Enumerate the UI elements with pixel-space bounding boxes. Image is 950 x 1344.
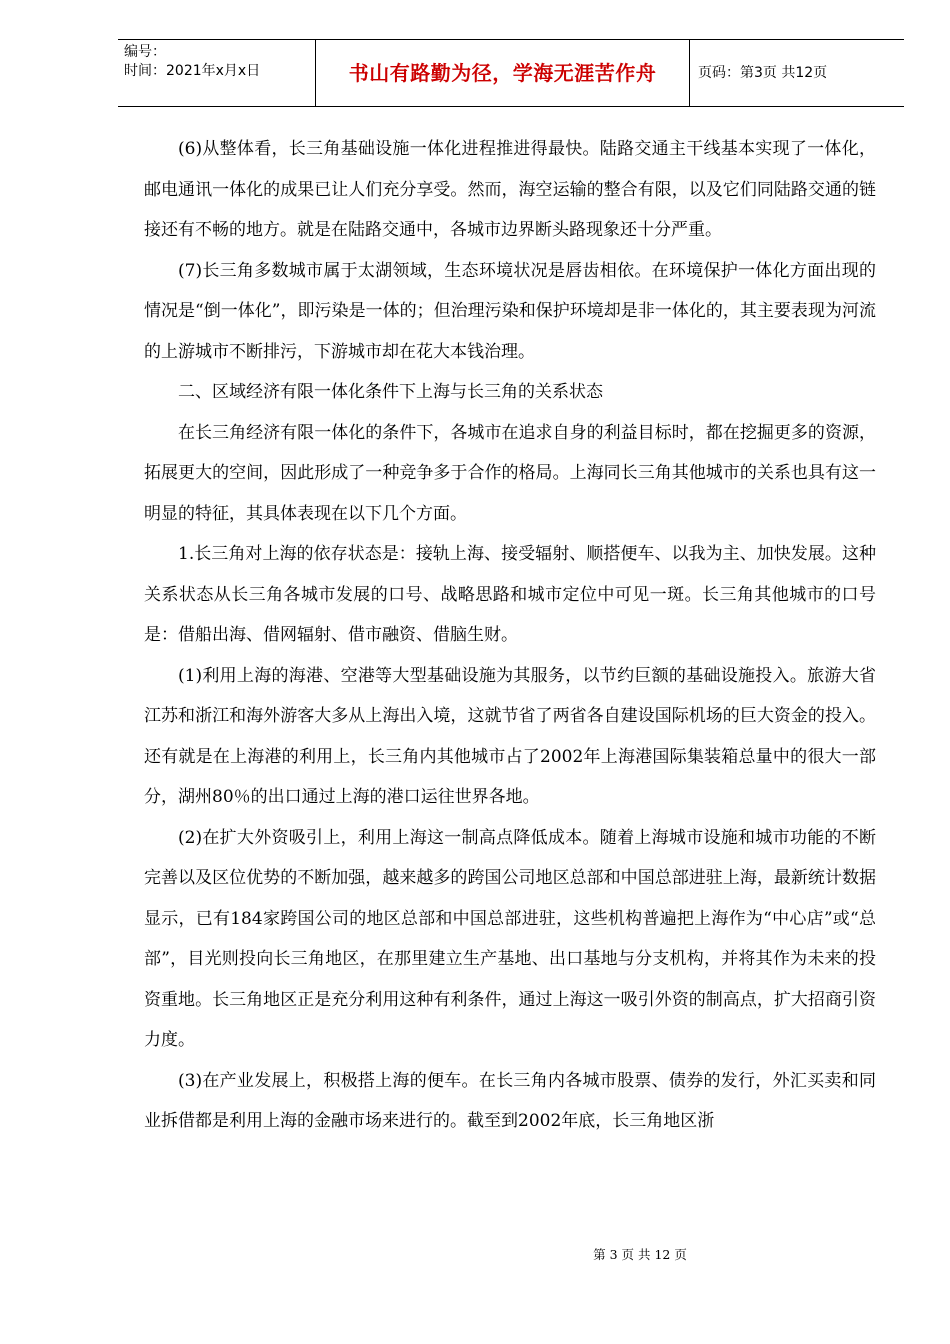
page-header: [118, 39, 904, 107]
footer-page-number: 第 3 页 共 12 页: [593, 1247, 687, 1262]
document-date-label: 时间：2021年x月x日: [124, 63, 261, 79]
paragraph: (2)在扩大外资吸引上，利用上海这一制高点降低成本。随着上海城市设施和城市功能的不断完善以及区位优势的不断加强，越来越多的跨国公司地区总部和中国总部进驻上海，最新统计数据显示，已有184家跨国公司的地区总部和中国总部进驻，这些机构普遍把上海作为“中心店”或“总部”，目光则投向长三角地区，在那里建立生产基地、出口基地与分支机构，并将其作为未来的投资重地。长三角地区正是充分利用这种有利条件，通过上海这一吸引外资的制高点，扩大招商引资力度。: [144, 827, 876, 1050]
section-heading: 二、区域经济有限一体化条件下上海与长三角的关系状态: [178, 382, 603, 402]
header-motto-cell: [316, 40, 690, 106]
paragraph: (7)长三角多数城市属于太湖领域，生态环境状况是唇齿相依。在环境保护一体化方面出现的情况是“倒一体化”，即污染是一体的；但治理污染和保护环境却是非一体化的，其主要表现为河流的上游城市不断排污，下游城市却在花大本钱治理。: [144, 260, 876, 362]
header-meta-cell: [118, 40, 316, 106]
paragraph: (3)在产业发展上，积极搭上海的便车。在长三角内各城市股票、债券的发行，外汇买卖和同业拆借都是利用上海的金融市场来进行的。截至到2002年底，长三角地区浙: [144, 1070, 876, 1131]
paragraph: 在长三角经济有限一体化的条件下，各城市在追求自身的利益目标时，都在挖掘更多的资源，拓展更大的空间，因此形成了一种竞争多于合作的格局。上海同长三角其他城市的关系也具有这一明显的特征，其具体表现在以下几个方面。: [144, 422, 876, 524]
paragraph: 1.长三角对上海的依存状态是：接轨上海、接受辐射、顺搭便车、以我为主、加快发展。这种关系状态从长三角各城市发展的口号、战略思路和城市定位中可见一斑。长三角其他城市的口号是：借船出海、借网辐射、借市融资、借脑生财。: [144, 544, 876, 645]
document-number-label: 编号：: [124, 44, 166, 60]
header-page-number: 页码：第3页 共12页: [698, 64, 828, 81]
document-body: [144, 129, 876, 1142]
paragraph: (6)从整体看，长三角基础设施一体化进程推进得最快。陆路交通主干线基本实现了一体化，邮电通讯一体化的成果已让人们充分享受。然而，海空运输的整合有限，以及它们同陆路交通的链接还有不畅的地方。就是在陆路交通中，各城市边界断头路现象还十分严重。: [144, 139, 876, 240]
header-page-cell: [690, 40, 904, 106]
page-footer: [0, 1245, 950, 1263]
header-motto: 书山有路勤为径，学海无涯苦作舟: [348, 61, 657, 85]
paragraph: (1)利用上海的海港、空港等大型基础设施为其服务，以节约巨额的基础设施投入。旅游大省江苏和浙江和海外游客大多从上海出入境，这就节省了两省各自建设国际机场的巨大资金的投入。还有就是在上海港的利用上，长三角内其他城市占了2002年上海港国际集装箱总量中的很大一部分，湖州80％的出口通过上海的港口运往世界各地。: [144, 665, 876, 807]
